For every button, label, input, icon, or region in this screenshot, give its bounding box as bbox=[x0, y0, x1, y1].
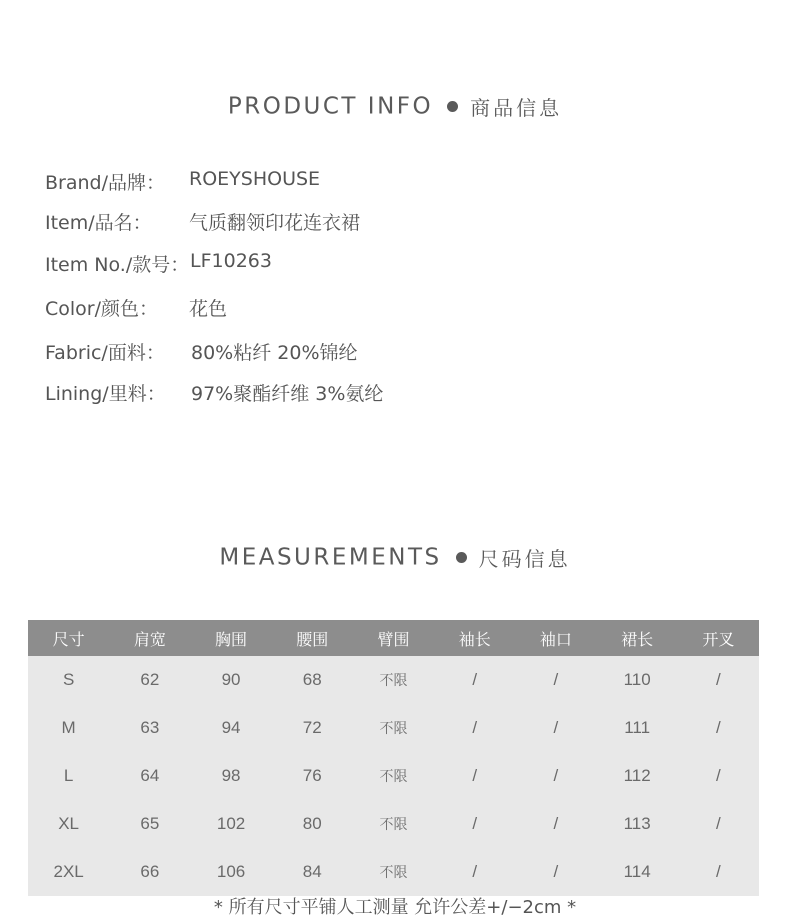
table-cell: 114 bbox=[597, 848, 678, 896]
table-cell: 72 bbox=[272, 704, 353, 752]
column-header: 尺寸 bbox=[28, 620, 109, 656]
table-cell: 94 bbox=[190, 704, 271, 752]
table-cell: 111 bbox=[597, 704, 678, 752]
info-row-color bbox=[45, 294, 745, 324]
table-cell: 80 bbox=[272, 800, 353, 848]
measurements-heading bbox=[0, 543, 790, 572]
info-label: Brand/品牌： bbox=[45, 172, 165, 194]
table-row bbox=[28, 704, 759, 752]
table-cell: 不限 bbox=[353, 704, 434, 752]
table-cell: / bbox=[434, 800, 515, 848]
measurements-title-cn: 尺码信息 bbox=[478, 547, 571, 571]
table-cell: 64 bbox=[109, 752, 190, 800]
table-cell: M bbox=[28, 704, 109, 752]
column-header: 袖长 bbox=[434, 620, 515, 656]
table-cell: / bbox=[678, 752, 759, 800]
table-row bbox=[28, 752, 759, 800]
measurements-title-en: MEASUREMENTS bbox=[219, 544, 442, 571]
table-cell: 113 bbox=[597, 800, 678, 848]
info-label: Lining/里料： bbox=[45, 383, 166, 405]
info-value: 97%聚酯纤维 3%氨纶 bbox=[191, 383, 384, 405]
table-cell: 62 bbox=[109, 656, 190, 704]
bullet-dot-icon bbox=[456, 552, 467, 563]
table-cell: / bbox=[515, 848, 596, 896]
measurement-footnote: * 所有尺寸平铺人工测量 允许公差+/−2cm * bbox=[213, 897, 577, 918]
table-cell: 110 bbox=[597, 656, 678, 704]
table-cell: S bbox=[28, 656, 109, 704]
size-table bbox=[28, 620, 759, 896]
table-cell: 98 bbox=[190, 752, 271, 800]
product-info-heading bbox=[0, 92, 790, 121]
table-cell: 68 bbox=[272, 656, 353, 704]
info-row-item bbox=[45, 208, 745, 238]
table-cell: 63 bbox=[109, 704, 190, 752]
table-cell: 不限 bbox=[353, 800, 434, 848]
info-row-fabric bbox=[45, 338, 745, 368]
table-cell: 106 bbox=[190, 848, 271, 896]
table-row bbox=[28, 656, 759, 704]
bullet-dot-icon bbox=[447, 101, 458, 112]
table-header-row bbox=[28, 620, 759, 656]
table-row bbox=[28, 848, 759, 896]
info-value: 气质翻领印花连衣裙 bbox=[189, 212, 361, 234]
table-cell: 2XL bbox=[28, 848, 109, 896]
column-header: 胸围 bbox=[190, 620, 271, 656]
table-cell: / bbox=[434, 656, 515, 704]
table-cell: 84 bbox=[272, 848, 353, 896]
table-cell: / bbox=[678, 656, 759, 704]
column-header: 开叉 bbox=[678, 620, 759, 656]
table-cell: / bbox=[678, 848, 759, 896]
table-cell: / bbox=[434, 752, 515, 800]
info-row-item-no bbox=[45, 250, 745, 280]
table-cell: 102 bbox=[190, 800, 271, 848]
table-cell: / bbox=[434, 704, 515, 752]
info-value: LF10263 bbox=[190, 250, 272, 272]
table-cell: / bbox=[515, 656, 596, 704]
table-cell: / bbox=[515, 800, 596, 848]
table-cell: 66 bbox=[109, 848, 190, 896]
table-cell: / bbox=[434, 848, 515, 896]
info-label: Fabric/面料： bbox=[45, 342, 165, 364]
column-header: 腰围 bbox=[272, 620, 353, 656]
product-info-title-cn: 商品信息 bbox=[470, 96, 563, 120]
table-cell: / bbox=[678, 800, 759, 848]
info-value: 花色 bbox=[189, 298, 228, 320]
product-info-title-en: PRODUCT INFO bbox=[227, 93, 434, 120]
info-row-lining bbox=[45, 379, 745, 409]
column-header: 肩宽 bbox=[109, 620, 190, 656]
table-row bbox=[28, 800, 759, 848]
table-cell: L bbox=[28, 752, 109, 800]
column-header: 臂围 bbox=[353, 620, 434, 656]
column-header: 袖口 bbox=[515, 620, 596, 656]
info-value: 80%粘纤 20%锦纶 bbox=[191, 342, 358, 364]
info-label: Color/颜色： bbox=[45, 298, 159, 320]
info-row-brand bbox=[45, 168, 745, 198]
info-value: ROEYSHOUSE bbox=[189, 168, 321, 190]
table-cell: XL bbox=[28, 800, 109, 848]
table-cell: 90 bbox=[190, 656, 271, 704]
table-cell: 65 bbox=[109, 800, 190, 848]
table-cell: / bbox=[678, 704, 759, 752]
table-cell: 112 bbox=[597, 752, 678, 800]
table-cell: / bbox=[515, 704, 596, 752]
table-cell: 不限 bbox=[353, 752, 434, 800]
column-header: 裙长 bbox=[597, 620, 678, 656]
table-cell: / bbox=[515, 752, 596, 800]
table-cell: 76 bbox=[272, 752, 353, 800]
table-cell: 不限 bbox=[353, 848, 434, 896]
info-label: Item No./款号： bbox=[45, 254, 190, 276]
info-label: Item/品名： bbox=[45, 212, 152, 234]
table-cell: 不限 bbox=[353, 656, 434, 704]
